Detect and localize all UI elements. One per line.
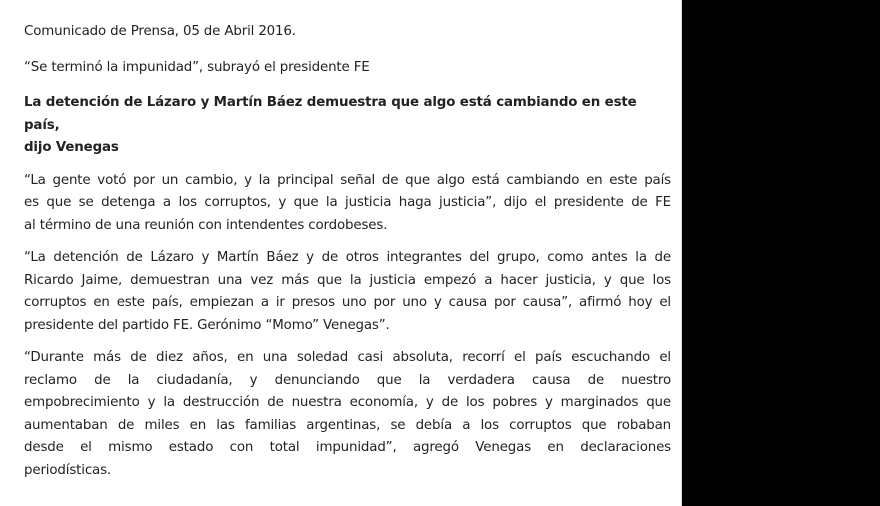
paragraph-line: reclamo de la ciudadanía, y denunciando que la verdadera causa de nuestro bbox=[24, 372, 671, 388]
subtitle-quote: “Se terminó la impunidad”, subrayó el presidente FE bbox=[24, 59, 370, 75]
body-paragraph-1 bbox=[24, 170, 671, 238]
body-paragraph-2 bbox=[24, 247, 671, 337]
paragraph-line: desde el mismo estado con total impunidad”, agregó Venegas en declaraciones bbox=[24, 440, 671, 455]
paragraph-line: presidente del partido FE. Gerónimo “Momo” Venegas”. bbox=[24, 317, 390, 333]
paragraph-line: aumentaban de miles en las familias argentinas, se debía a los corruptos que robaban bbox=[24, 417, 671, 433]
headline bbox=[24, 92, 671, 160]
paragraph-line: periodísticas. bbox=[24, 462, 112, 478]
paragraph-line: “La detención de Lázaro y Martín Báez y de otros integrantes del grupo, como antes la de bbox=[24, 250, 671, 265]
paragraph-line: “Durante más de diez años, en una soledad casi absoluta, recorrí el país escuchando el bbox=[24, 350, 671, 365]
paragraph-line: empobrecimiento y la destrucción de nuestra economía, y de los pobres y marginados que bbox=[24, 395, 671, 410]
dateline: Comunicado de Prensa, 05 de Abril 2016. bbox=[24, 24, 296, 39]
headline-line: La detención de Lázaro y Martín Báez demuestra que algo está cambiando en este país, bbox=[24, 95, 637, 133]
body-paragraph-3 bbox=[24, 347, 671, 482]
paragraph-line: Ricardo Jaime, demuestran una vez más que la justicia empezó a hacer justicia, y que los bbox=[24, 272, 671, 288]
paragraph-line: “La gente votó por un cambio, y la principal señal de que algo está cambiando en este país bbox=[24, 172, 671, 188]
headline-line: dijo Venegas bbox=[24, 140, 119, 155]
paragraph-line: es que se detenga a los corruptos, y que la justicia haga justicia”, dijo el presidente de FE bbox=[24, 195, 671, 210]
paragraph-line: al término de una reunión con intendentes cordobeses. bbox=[24, 217, 388, 233]
paragraph-line: corruptos en este país, empiezan a ir presos uno por uno y causa por causa”, afirmó hoy el bbox=[24, 295, 671, 310]
